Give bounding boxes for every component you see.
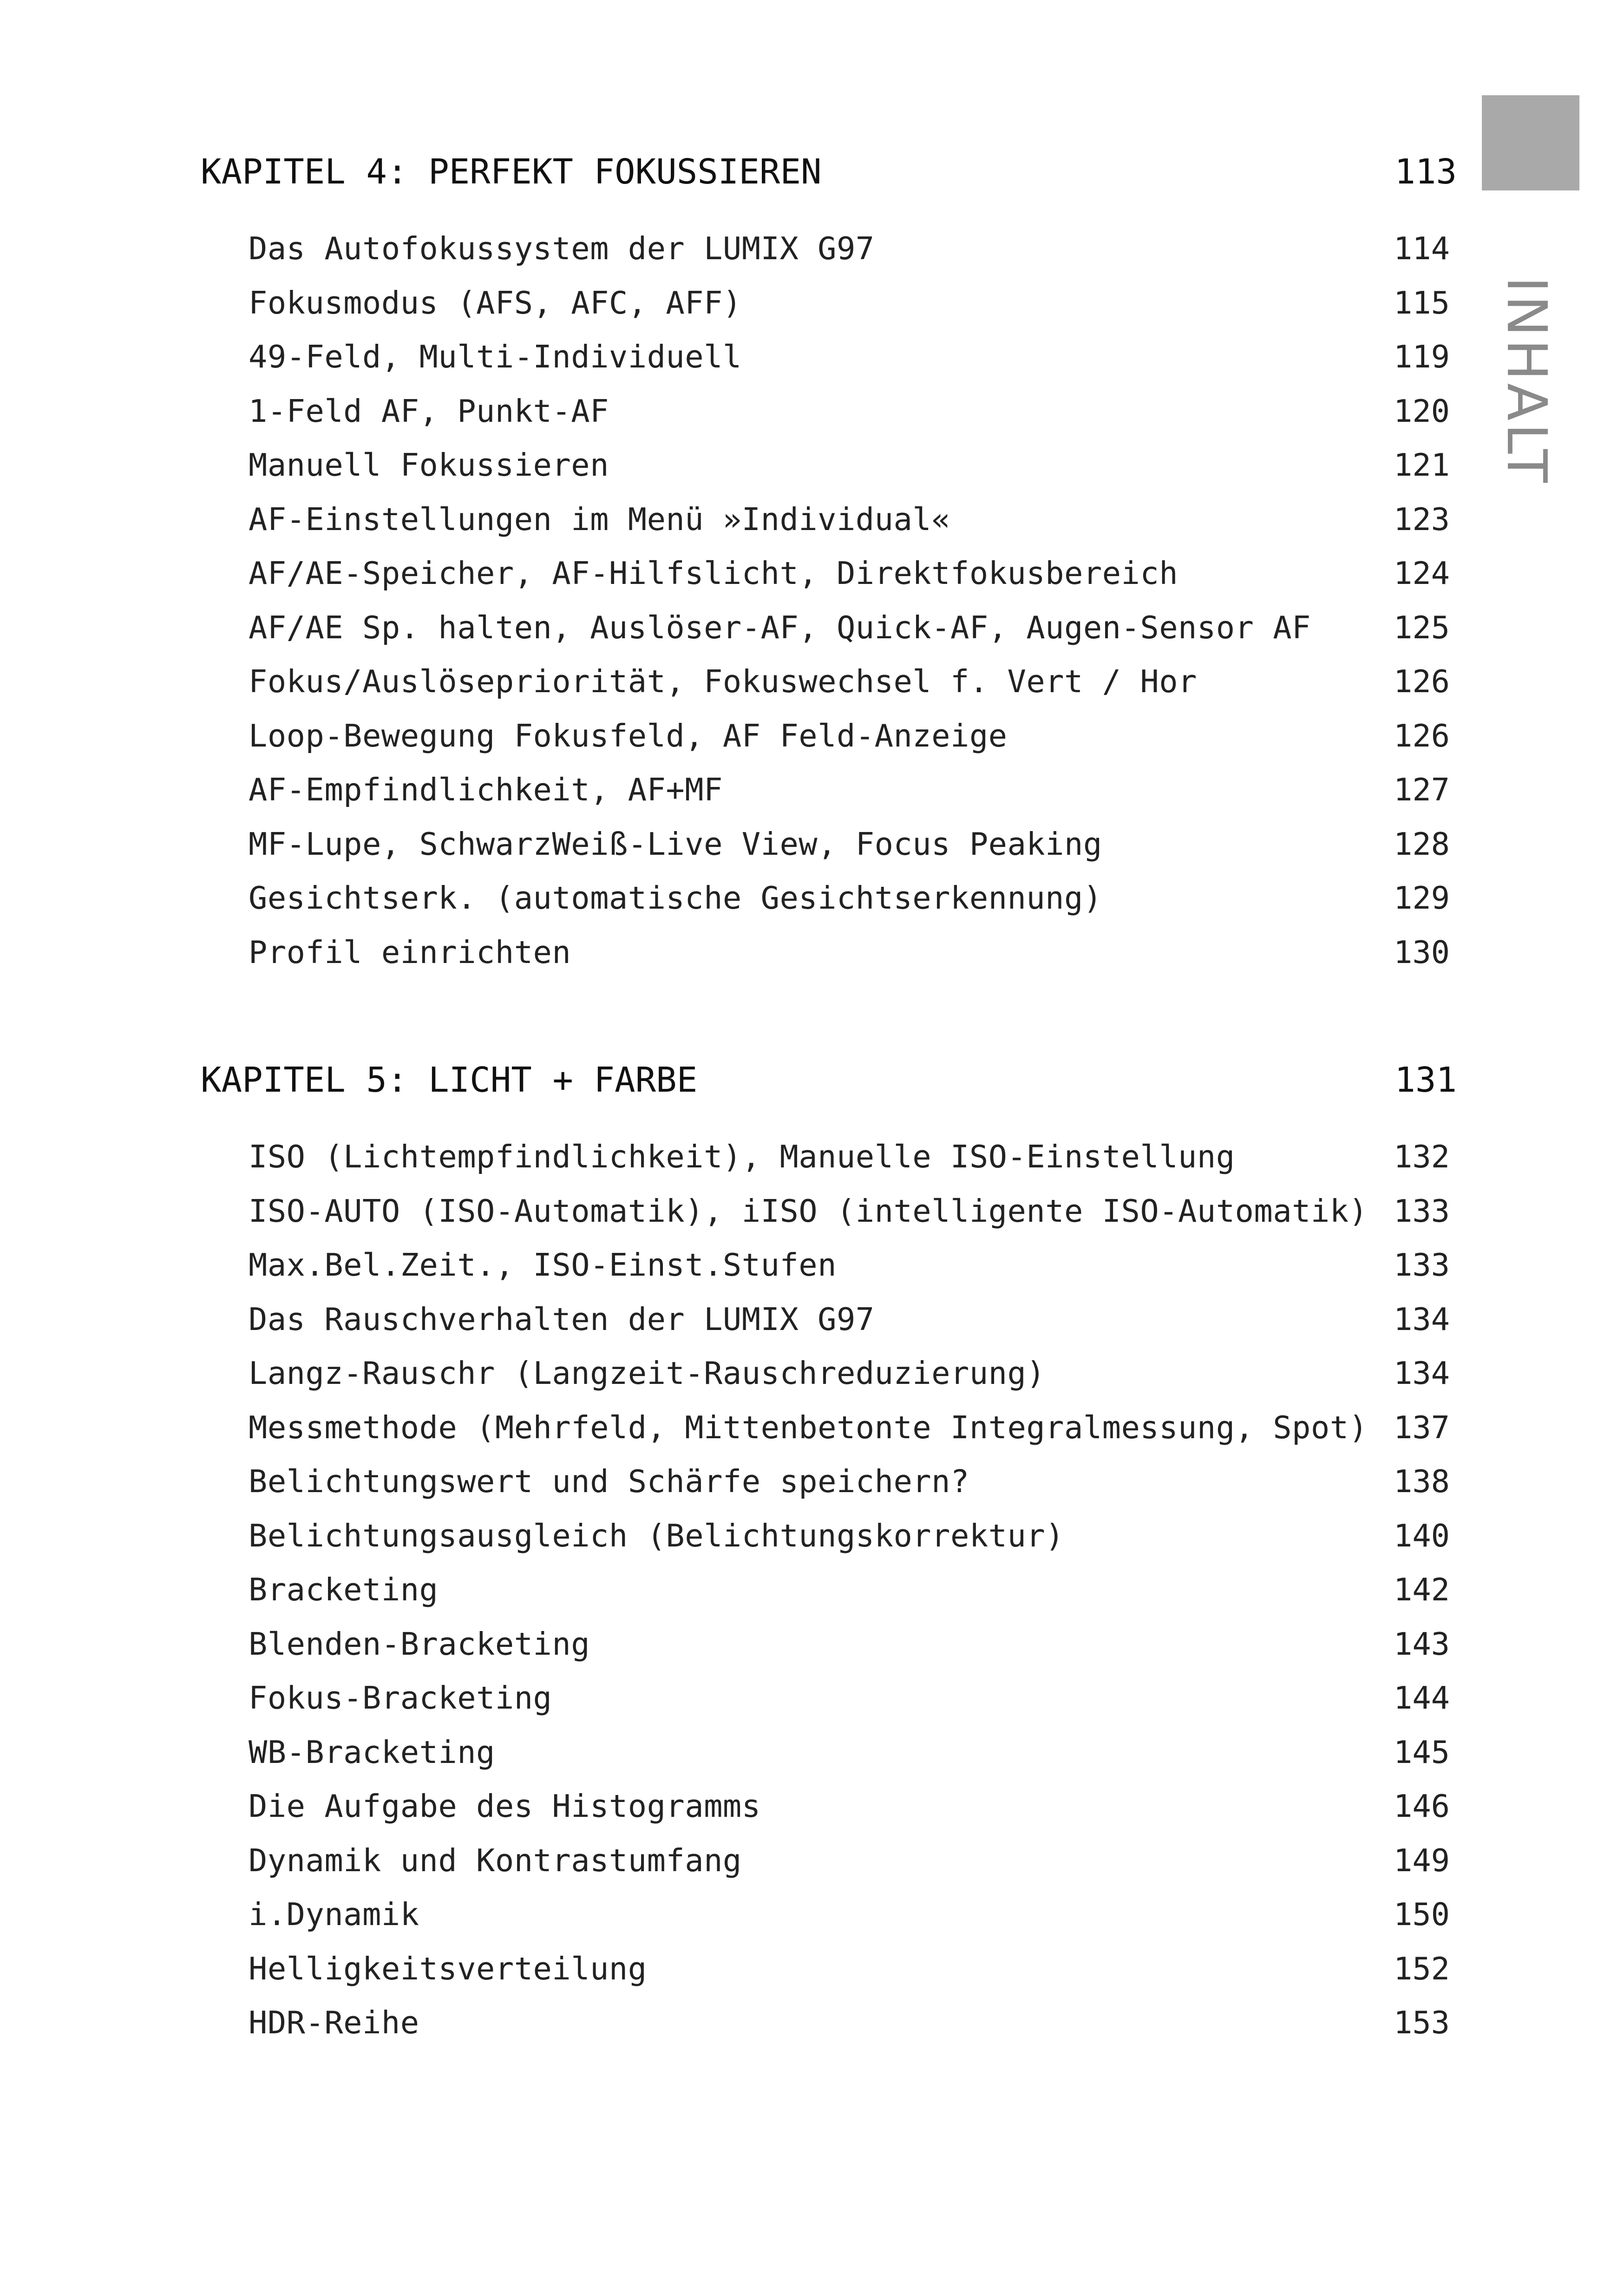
- toc-entry[interactable]: [0, 496, 1624, 550]
- chapter-entries: [0, 1133, 1624, 2054]
- entry-title: WB-Bracketing: [249, 1734, 495, 1770]
- entry-page-number: 138: [1393, 1463, 1450, 1500]
- entry-title: Loop-Bewegung Fokusfeld, AF Feld-Anzeige: [249, 717, 1008, 754]
- entry-title: ISO-AUTO (ISO-Automatik), iISO (intelligente ISO-Automatik): [249, 1192, 1368, 1229]
- entry-page-number: 153: [1393, 2005, 1450, 2041]
- toc-entry[interactable]: [0, 1999, 1624, 2054]
- entry-page-number: 146: [1393, 1788, 1450, 1824]
- entry-page-number: 120: [1393, 393, 1450, 429]
- entry-title: Die Aufgabe des Histogramms: [249, 1788, 761, 1824]
- entry-page-number: 137: [1393, 1409, 1450, 1446]
- toc-entry[interactable]: [0, 1458, 1624, 1513]
- entry-page-number: 140: [1393, 1517, 1450, 1554]
- entry-page-number: 142: [1393, 1572, 1450, 1608]
- toc-entry[interactable]: [0, 875, 1624, 929]
- entry-page-number: 128: [1393, 825, 1450, 862]
- entry-page-number: 125: [1393, 609, 1450, 646]
- chapter-heading[interactable]: KAPITEL 5: LICHT + FARBE: [201, 1060, 698, 1100]
- entry-title: Dynamik und Kontrastumfang: [249, 1842, 742, 1879]
- entry-title: 49-Feld, Multi-Individuell: [249, 339, 742, 375]
- entry-title: Manuell Fokussieren: [249, 447, 609, 483]
- entry-title: 1-Feld AF, Punkt-AF: [249, 393, 609, 429]
- toc-entry[interactable]: [0, 1729, 1624, 1783]
- toc-entry[interactable]: [0, 929, 1624, 983]
- entry-page-number: 126: [1393, 663, 1450, 700]
- entry-title: i.Dynamik: [249, 1896, 419, 1933]
- entry-title: Helligkeitsverteilung: [249, 1950, 647, 1987]
- toc-entry[interactable]: [0, 821, 1624, 875]
- entry-title: ISO (Lichtempfindlichkeit), Manuelle ISO-Einstellung: [249, 1139, 1235, 1175]
- entry-title: Das Autofokussystem der LUMIX G97: [249, 230, 875, 267]
- entry-title: Fokus/Auslösepriorität, Fokuswechsel f. Vert / Hor: [249, 663, 1197, 700]
- entry-page-number: 115: [1393, 284, 1450, 321]
- entry-title: MF-Lupe, SchwarzWeiß-Live View, Focus Peaking: [249, 825, 1102, 862]
- toc-entry[interactable]: [0, 442, 1624, 496]
- toc-entry[interactable]: [0, 1242, 1624, 1296]
- toc-entry[interactable]: [0, 388, 1624, 442]
- entry-page-number: 121: [1393, 447, 1450, 483]
- entry-page-number: 133: [1393, 1192, 1450, 1229]
- entry-page-number: 123: [1393, 501, 1450, 537]
- chapter-page-number[interactable]: 113: [1395, 152, 1457, 192]
- toc-entry[interactable]: [0, 658, 1624, 713]
- entry-title: Das Rauschverhalten der LUMIX G97: [249, 1301, 875, 1337]
- chapter-entries: [0, 225, 1624, 983]
- toc-entry[interactable]: [0, 1566, 1624, 1621]
- toc-entry[interactable]: [0, 280, 1624, 334]
- section-label-text: INHALT: [1495, 276, 1559, 486]
- toc-entry[interactable]: [0, 604, 1624, 659]
- entry-title: Bracketing: [249, 1572, 439, 1608]
- toc-entry[interactable]: [0, 1837, 1624, 1892]
- entry-page-number: 152: [1393, 1950, 1450, 1987]
- chapter-tab-marker: [1482, 95, 1579, 190]
- toc-entry[interactable]: [0, 334, 1624, 388]
- entry-page-number: 129: [1393, 880, 1450, 916]
- entry-title: Belichtungswert und Schärfe speichern?: [249, 1463, 969, 1500]
- toc-entry[interactable]: [0, 1513, 1624, 1567]
- entry-page-number: 134: [1393, 1301, 1450, 1337]
- entry-title: AF-Empfindlichkeit, AF+MF: [249, 772, 723, 808]
- entry-page-number: 133: [1393, 1247, 1450, 1283]
- entry-page-number: 134: [1393, 1355, 1450, 1391]
- chapter-heading[interactable]: KAPITEL 4: PERFEKT FOKUSSIEREN: [201, 152, 822, 192]
- toc-entry[interactable]: [0, 1675, 1624, 1729]
- toc-entry[interactable]: [0, 1621, 1624, 1675]
- toc-entry[interactable]: [0, 1350, 1624, 1404]
- entry-page-number: 150: [1393, 1896, 1450, 1933]
- entry-title: AF-Einstellungen im Menü »Individual«: [249, 501, 950, 537]
- chapter-page-number[interactable]: 131: [1395, 1060, 1457, 1100]
- entry-page-number: 149: [1393, 1842, 1450, 1879]
- entry-page-number: 119: [1393, 339, 1450, 375]
- entry-page-number: 143: [1393, 1625, 1450, 1662]
- toc-entry[interactable]: [0, 713, 1624, 767]
- entry-page-number: 126: [1393, 717, 1450, 754]
- toc-entry[interactable]: [0, 225, 1624, 280]
- toc-entry[interactable]: [0, 767, 1624, 821]
- entry-page-number: 144: [1393, 1680, 1450, 1716]
- entry-title: Langz-Rauschr (Langzeit-Rauschreduzierung): [249, 1355, 1046, 1391]
- entry-title: Belichtungsausgleich (Belichtungskorrektur): [249, 1517, 1065, 1554]
- entry-page-number: 127: [1393, 772, 1450, 808]
- entry-page-number: 145: [1393, 1734, 1450, 1770]
- entry-title: Fokusmodus (AFS, AFC, AFF): [249, 284, 742, 321]
- toc-entry[interactable]: [0, 1946, 1624, 2000]
- entry-title: AF/AE-Speicher, AF-Hilfslicht, Direktfokusbereich: [249, 555, 1179, 591]
- entry-title: Blenden-Bracketing: [249, 1625, 590, 1662]
- entry-title: HDR-Reihe: [249, 2005, 419, 2041]
- entry-page-number: 114: [1393, 230, 1450, 267]
- toc-entry[interactable]: [0, 1296, 1624, 1350]
- toc-entry[interactable]: [0, 1783, 1624, 1837]
- toc-entry[interactable]: [0, 1188, 1624, 1242]
- toc-entry[interactable]: [0, 1404, 1624, 1459]
- entry-page-number: 130: [1393, 934, 1450, 970]
- entry-title: Max.Bel.Zeit., ISO-Einst.Stufen: [249, 1247, 837, 1283]
- toc-entry[interactable]: [0, 550, 1624, 604]
- entry-title: Gesichtserk. (automatische Gesichtserkennung): [249, 880, 1102, 916]
- entry-page-number: 124: [1393, 555, 1450, 591]
- entry-page-number: 132: [1393, 1139, 1450, 1175]
- entry-title: Messmethode (Mehrfeld, Mittenbetonte Integralmessung, Spot): [249, 1409, 1368, 1446]
- toc-entry[interactable]: [0, 1891, 1624, 1946]
- entry-title: Fokus-Bracketing: [249, 1680, 552, 1716]
- entry-title: AF/AE Sp. halten, Auslöser-AF, Quick-AF, Augen-Sensor AF: [249, 609, 1311, 646]
- toc-entry[interactable]: [0, 1133, 1624, 1188]
- entry-title: Profil einrichten: [249, 934, 571, 970]
